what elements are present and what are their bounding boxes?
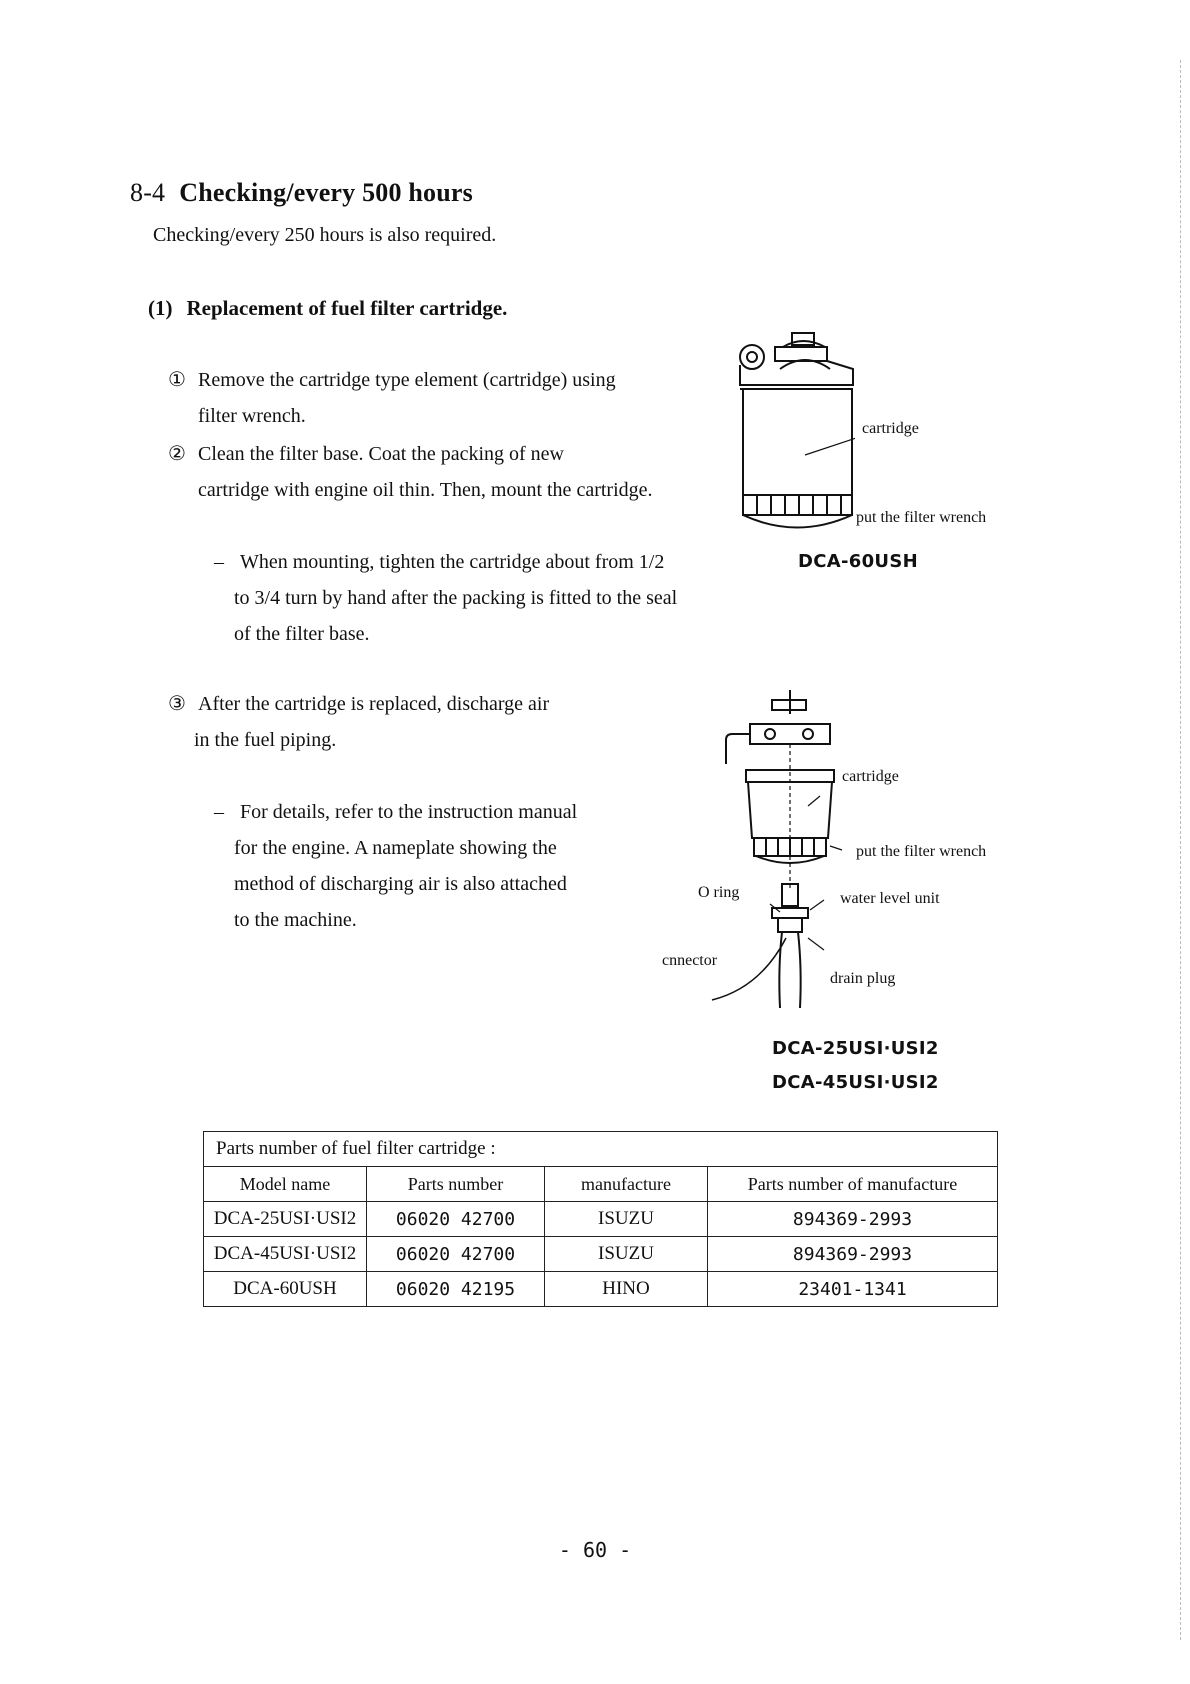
note-text: of the filter base. [234, 623, 370, 645]
table-cell: 06020 42700 [367, 1237, 545, 1272]
note-text: When mounting, tighten the cartridge about from 1/2 [240, 551, 665, 573]
note-text: method of discharging air is also attached [234, 873, 567, 895]
table-row [204, 1202, 998, 1237]
step-mark: ② [168, 443, 186, 465]
table-header: Parts number [367, 1167, 545, 1202]
table-header: Model name [204, 1167, 367, 1202]
step-text: After the cartridge is replaced, discharge air [198, 693, 550, 715]
table-cell: DCA-25USI·USI2 [204, 1202, 367, 1237]
step-mark: ① [168, 369, 186, 391]
table-cell: ISUZU [545, 1202, 708, 1237]
table-header-row [204, 1167, 998, 1202]
section-title-text: Checking/every 500 hours [179, 178, 473, 207]
figure1-model: DCA-60USH [798, 551, 918, 572]
fuel-filter-diagram-60ush [735, 325, 855, 540]
note-text: For details, refer to the instruction manual [240, 801, 578, 823]
table-caption: Parts number of fuel filter cartridge : [204, 1132, 998, 1167]
step-text: in the fuel piping. [194, 729, 337, 751]
item-number: (1) [148, 296, 173, 320]
table-cell: DCA-45USI·USI2 [204, 1237, 367, 1272]
note-1 [214, 544, 677, 652]
step-2 [168, 436, 653, 508]
figure2-model-1: DCA-25USI·USI2 [772, 1038, 939, 1059]
table-cell: 06020 42700 [367, 1202, 545, 1237]
label-cartridge-1: cartridge [862, 420, 919, 437]
step-3 [168, 686, 549, 758]
step-text: Remove the cartridge type element (cartridge) using [198, 369, 616, 391]
note-2 [214, 794, 577, 938]
step-text: filter wrench. [198, 405, 306, 427]
table-cell: 23401-1341 [708, 1272, 998, 1307]
label-connector: cnnector [662, 952, 718, 969]
table-cell: HINO [545, 1272, 708, 1307]
note-dash: – [214, 801, 224, 823]
note-dash: – [214, 551, 224, 573]
table-cell: ISUZU [545, 1237, 708, 1272]
item-title: Replacement of fuel filter cartridge. [186, 296, 508, 320]
note-text: to 3/4 turn by hand after the packing is fitted to the seal [234, 587, 678, 609]
table-cell: 894369-2993 [708, 1237, 998, 1272]
table-header: Parts number of manufacture [708, 1167, 998, 1202]
label-wrench-1: put the filter wrench [856, 509, 987, 526]
step-text: cartridge with engine oil thin. Then, mount the cartridge. [198, 479, 653, 501]
step-text: Clean the filter base. Coat the packing of new [198, 443, 564, 465]
note-text: for the engine. A nameplate showing the [234, 837, 557, 859]
table-cell: 06020 42195 [367, 1272, 545, 1307]
label-cartridge-2: cartridge [842, 768, 899, 785]
label-o-ring: O ring [698, 884, 740, 901]
table-row [204, 1237, 998, 1272]
section-subtitle: Checking/every 250 hours is also required. [153, 224, 497, 246]
figure2-model-2: DCA-45USI·USI2 [772, 1072, 939, 1093]
label-drain-plug: drain plug [830, 970, 896, 987]
table-header: manufacture [545, 1167, 708, 1202]
section-number: 8-4 [130, 178, 166, 207]
note-text: to the machine. [234, 909, 357, 931]
step-1 [168, 362, 616, 434]
table-row [204, 1272, 998, 1307]
step-mark: ③ [168, 693, 186, 715]
label-water-level-unit: water level unit [840, 890, 940, 907]
label-wrench-2: put the filter wrench [856, 843, 987, 860]
parts-table [203, 1131, 998, 1307]
page-number: - 60 - [558, 1538, 632, 1562]
table-cell: 894369-2993 [708, 1202, 998, 1237]
section-title [130, 178, 473, 208]
table-cell: DCA-60USH [204, 1272, 367, 1307]
item-heading [148, 296, 507, 321]
scan-edge-line [1180, 60, 1181, 1640]
